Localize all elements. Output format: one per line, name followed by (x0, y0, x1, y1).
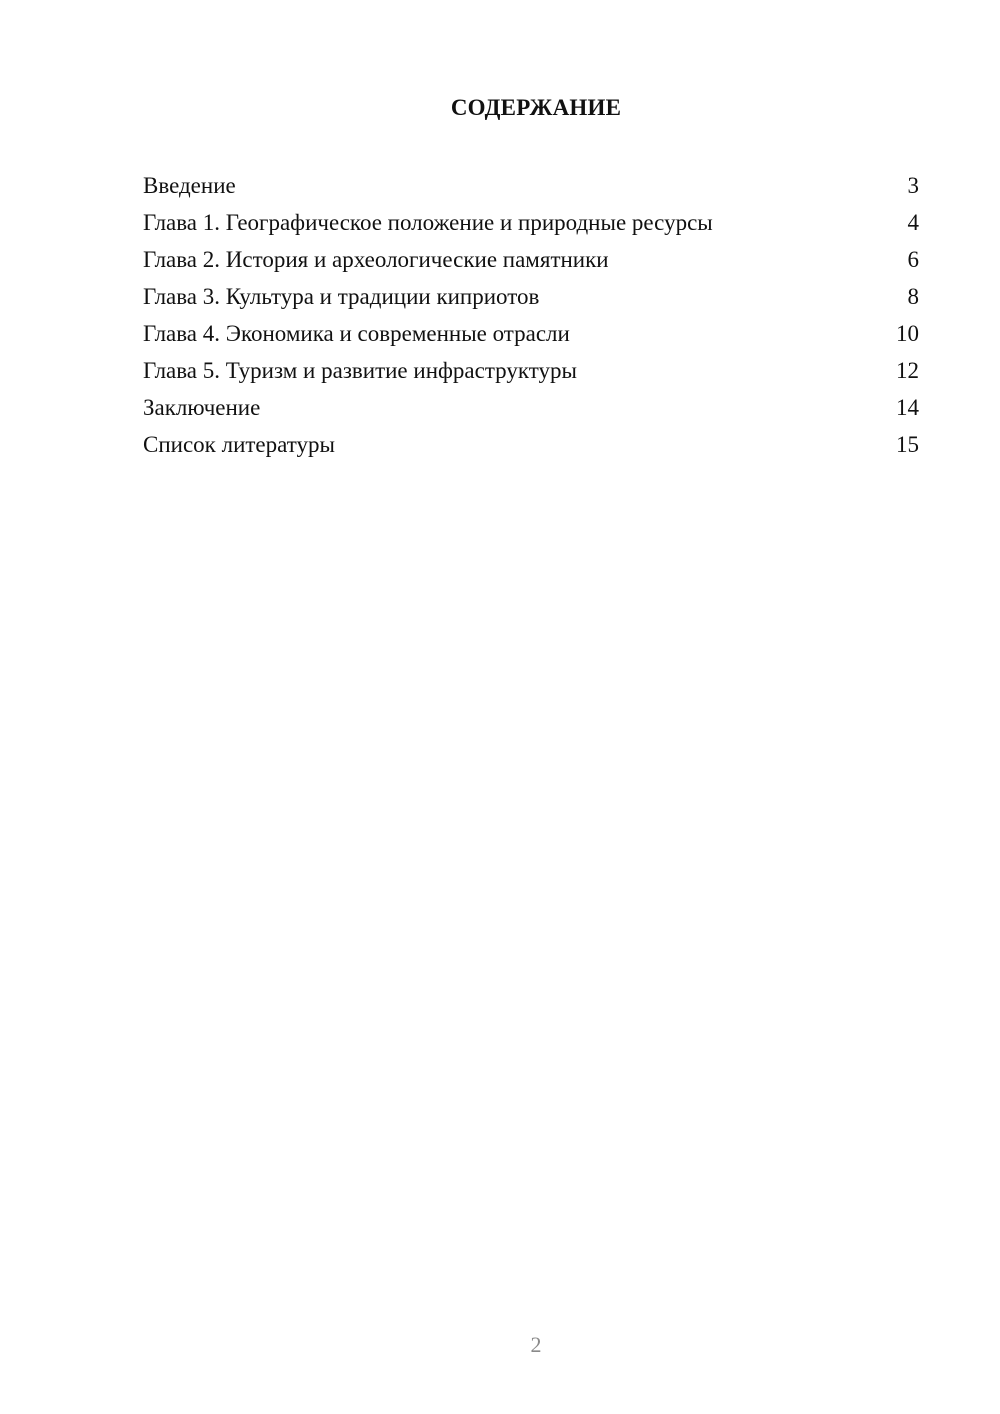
page-number: 2 (530, 1332, 542, 1357)
toc-item-chapter-5 (143, 352, 919, 389)
toc-item-label: Глава 2. История и археологические памятники (143, 247, 609, 272)
toc-item-page: 15 (896, 432, 919, 457)
toc-item-label: Глава 4. Экономика и современные отрасли (143, 321, 570, 346)
table-of-contents (143, 167, 919, 463)
toc-item-chapter-2 (143, 241, 919, 278)
toc-title: СОДЕРЖАНИЕ (450, 95, 622, 120)
toc-item-label: Заключение (143, 395, 261, 420)
toc-item-label: Введение (143, 173, 236, 198)
toc-item-page: 3 (907, 173, 919, 198)
toc-item-page: 10 (896, 321, 919, 346)
toc-item-label: Глава 5. Туризм и развитие инфраструктуры (143, 358, 577, 383)
toc-item-page: 14 (896, 395, 919, 420)
toc-item-conclusion (143, 389, 919, 426)
toc-item-chapter-1 (143, 204, 919, 241)
toc-item-references (143, 426, 919, 463)
toc-item-page: 12 (896, 358, 919, 383)
toc-item-page: 8 (907, 284, 919, 309)
toc-item-label: Список литературы (143, 432, 335, 457)
toc-item-chapter-3 (143, 278, 919, 315)
toc-item-page: 4 (907, 210, 919, 235)
toc-item-chapter-4 (143, 315, 919, 352)
toc-item-page: 6 (907, 247, 919, 272)
toc-item-introduction (143, 167, 919, 204)
toc-item-label: Глава 1. Географическое положение и природные ресурсы (143, 210, 713, 235)
toc-item-label: Глава 3. Культура и традиции киприотов (143, 284, 540, 309)
